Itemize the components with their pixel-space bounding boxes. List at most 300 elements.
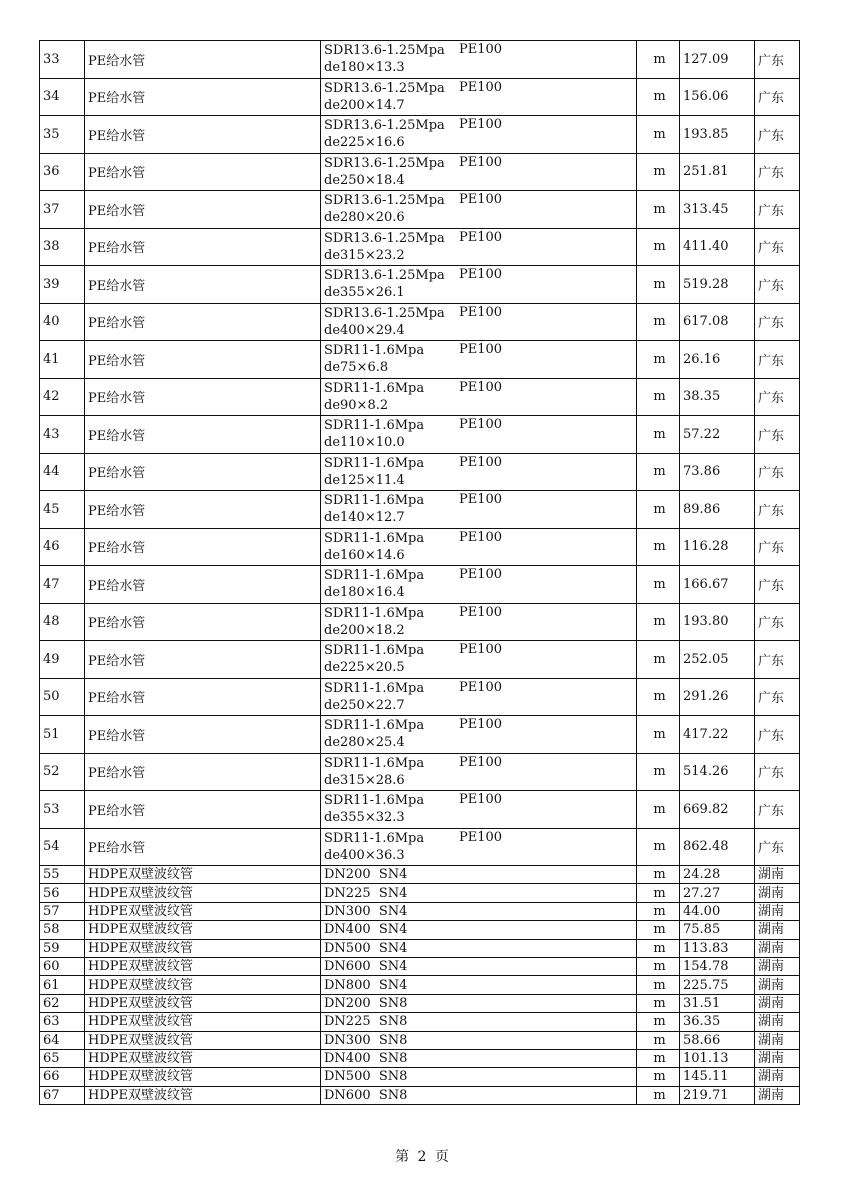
item-spec xyxy=(321,191,637,229)
unit-price: 145.11 xyxy=(680,1068,755,1086)
item-name: HDPE双壁波纹管 xyxy=(85,939,321,957)
spec-wrap xyxy=(324,155,636,189)
row-number: 53 xyxy=(40,791,85,829)
unit: m xyxy=(637,416,680,454)
item-spec xyxy=(321,528,637,566)
item-spec xyxy=(321,228,637,266)
unit-price: 24.28 xyxy=(680,866,755,884)
spec-wrap xyxy=(324,192,636,226)
material-grade: PE100 xyxy=(459,304,503,320)
unit-price: 116.28 xyxy=(680,528,755,566)
item-spec: DN800 SN4 xyxy=(321,976,637,994)
unit-price: 73.86 xyxy=(680,453,755,491)
unit-price: 219.71 xyxy=(680,1086,755,1104)
item-name: PE给水管 xyxy=(85,603,321,641)
spec-line-1: SDR13.6-1.25Mpa xyxy=(324,118,445,134)
spec-line-2: de140×12.7 xyxy=(324,510,405,526)
spec-line-1: SDR11-1.6Mpa xyxy=(324,530,425,546)
material-grade: PE100 xyxy=(459,154,503,170)
material-grade: PE100 xyxy=(459,379,503,395)
material-grade: PE100 xyxy=(459,192,503,208)
unit-price: 313.45 xyxy=(680,191,755,229)
row-number: 49 xyxy=(40,641,85,679)
table-row xyxy=(40,994,800,1012)
item-name: PE给水管 xyxy=(85,341,321,379)
row-number: 66 xyxy=(40,1068,85,1086)
unit: m xyxy=(637,1068,680,1086)
spec-line-2: de400×29.4 xyxy=(324,322,405,338)
item-spec: DN200 SN4 xyxy=(321,866,637,884)
item-spec xyxy=(321,603,637,641)
unit: m xyxy=(637,994,680,1012)
table-row xyxy=(40,453,800,491)
row-number: 46 xyxy=(40,528,85,566)
region: 湖南 xyxy=(755,921,800,939)
item-spec xyxy=(321,378,637,416)
region: 广东 xyxy=(755,566,800,604)
spec-line-2: de355×32.3 xyxy=(324,810,405,826)
material-grade: PE100 xyxy=(459,417,503,433)
item-spec: DN500 SN4 xyxy=(321,939,637,957)
row-number: 33 xyxy=(40,41,85,79)
spec-wrap xyxy=(324,342,636,376)
spec-line-2: de125×11.4 xyxy=(324,472,405,488)
item-name: PE给水管 xyxy=(85,753,321,791)
item-name: PE给水管 xyxy=(85,791,321,829)
spec-line-1: SDR11-1.6Mpa xyxy=(324,455,425,471)
row-number: 55 xyxy=(40,866,85,884)
table-row xyxy=(40,716,800,754)
item-spec xyxy=(321,78,637,116)
row-number: 39 xyxy=(40,266,85,304)
row-number: 56 xyxy=(40,884,85,902)
item-name: HDPE双壁波纹管 xyxy=(85,1013,321,1031)
table-row xyxy=(40,303,800,341)
unit: m xyxy=(637,78,680,116)
item-spec: DN300 SN8 xyxy=(321,1031,637,1049)
unit: m xyxy=(637,153,680,191)
spec-wrap xyxy=(324,605,636,639)
region: 广东 xyxy=(755,603,800,641)
region: 广东 xyxy=(755,641,800,679)
region: 广东 xyxy=(755,41,800,79)
unit: m xyxy=(637,41,680,79)
unit-price: 89.86 xyxy=(680,491,755,529)
spec-wrap xyxy=(324,755,636,789)
row-number: 42 xyxy=(40,378,85,416)
spec-line-1: SDR11-1.6Mpa xyxy=(324,605,425,621)
spec-wrap xyxy=(324,117,636,151)
row-number: 35 xyxy=(40,116,85,154)
spec-line-2: de75×6.8 xyxy=(324,360,389,376)
table-row xyxy=(40,884,800,902)
spec-line-1: SDR11-1.6Mpa xyxy=(324,568,425,584)
spec-line-2: de90×8.2 xyxy=(324,397,389,413)
unit: m xyxy=(637,566,680,604)
spec-wrap xyxy=(324,717,636,751)
item-spec: DN600 SN4 xyxy=(321,957,637,975)
item-spec: DN225 SN4 xyxy=(321,884,637,902)
table-row xyxy=(40,957,800,975)
spec-wrap xyxy=(324,42,636,76)
material-grade: PE100 xyxy=(459,604,503,620)
unit-price: 75.85 xyxy=(680,921,755,939)
spec-line-1: SDR13.6-1.25Mpa xyxy=(324,193,445,209)
row-number: 50 xyxy=(40,678,85,716)
item-name: PE给水管 xyxy=(85,828,321,866)
region: 湖南 xyxy=(755,1013,800,1031)
item-spec: DN500 SN8 xyxy=(321,1068,637,1086)
spec-line-1: SDR13.6-1.25Mpa xyxy=(324,230,445,246)
unit-price: 58.66 xyxy=(680,1031,755,1049)
region: 广东 xyxy=(755,791,800,829)
unit: m xyxy=(637,266,680,304)
row-number: 61 xyxy=(40,976,85,994)
item-name: PE给水管 xyxy=(85,716,321,754)
region: 广东 xyxy=(755,491,800,529)
material-grade: PE100 xyxy=(459,492,503,508)
material-grade: PE100 xyxy=(459,567,503,583)
row-number: 64 xyxy=(40,1031,85,1049)
table-row xyxy=(40,528,800,566)
unit-price: 514.26 xyxy=(680,753,755,791)
material-grade: PE100 xyxy=(459,754,503,770)
unit-price: 27.27 xyxy=(680,884,755,902)
row-number: 43 xyxy=(40,416,85,454)
material-grade: PE100 xyxy=(459,679,503,695)
region: 湖南 xyxy=(755,1068,800,1086)
item-name: PE给水管 xyxy=(85,678,321,716)
unit-price: 417.22 xyxy=(680,716,755,754)
unit: m xyxy=(637,828,680,866)
unit-price: 411.40 xyxy=(680,228,755,266)
unit: m xyxy=(637,116,680,154)
spec-wrap xyxy=(324,230,636,264)
price-table xyxy=(39,40,800,1105)
item-name: HDPE双壁波纹管 xyxy=(85,921,321,939)
item-spec: DN400 SN4 xyxy=(321,921,637,939)
item-spec: DN600 SN8 xyxy=(321,1086,637,1104)
unit: m xyxy=(637,453,680,491)
row-number: 45 xyxy=(40,491,85,529)
unit: m xyxy=(637,341,680,379)
table-row xyxy=(40,416,800,454)
spec-line-1: SDR11-1.6Mpa xyxy=(324,643,425,659)
table-row xyxy=(40,228,800,266)
unit-price: 251.81 xyxy=(680,153,755,191)
spec-line-1: SDR11-1.6Mpa xyxy=(324,830,425,846)
row-number: 40 xyxy=(40,303,85,341)
unit-price: 101.13 xyxy=(680,1049,755,1067)
spec-line-2: de225×20.5 xyxy=(324,660,405,676)
row-number: 38 xyxy=(40,228,85,266)
spec-wrap xyxy=(324,267,636,301)
spec-line-1: SDR11-1.6Mpa xyxy=(324,755,425,771)
table-row xyxy=(40,116,800,154)
spec-line-1: SDR11-1.6Mpa xyxy=(324,343,425,359)
spec-line-1: SDR13.6-1.25Mpa xyxy=(324,155,445,171)
spec-line-2: de225×16.6 xyxy=(324,135,405,151)
spec-line-1: SDR11-1.6Mpa xyxy=(324,493,425,509)
unit-price: 617.08 xyxy=(680,303,755,341)
unit: m xyxy=(637,753,680,791)
item-name: PE给水管 xyxy=(85,303,321,341)
item-spec xyxy=(321,303,637,341)
table-row xyxy=(40,78,800,116)
page-number: 第 2 页 xyxy=(395,1149,451,1165)
spec-line-1: SDR13.6-1.25Mpa xyxy=(324,80,445,96)
row-number: 63 xyxy=(40,1013,85,1031)
item-name: HDPE双壁波纹管 xyxy=(85,1086,321,1104)
spec-line-1: SDR11-1.6Mpa xyxy=(324,418,425,434)
spec-line-1: SDR13.6-1.25Mpa xyxy=(324,268,445,284)
table-row xyxy=(40,641,800,679)
item-spec xyxy=(321,266,637,304)
region: 广东 xyxy=(755,453,800,491)
item-name: PE给水管 xyxy=(85,378,321,416)
spec-line-1: SDR11-1.6Mpa xyxy=(324,680,425,696)
spec-line-2: de400×36.3 xyxy=(324,847,405,863)
spec-line-1: SDR13.6-1.25Mpa xyxy=(324,305,445,321)
unit: m xyxy=(637,921,680,939)
row-number: 37 xyxy=(40,191,85,229)
item-spec xyxy=(321,153,637,191)
region: 湖南 xyxy=(755,957,800,975)
table-row xyxy=(40,1049,800,1067)
spec-wrap xyxy=(324,455,636,489)
unit: m xyxy=(637,902,680,920)
unit-price: 225.75 xyxy=(680,976,755,994)
table-row xyxy=(40,378,800,416)
unit: m xyxy=(637,191,680,229)
spec-line-2: de280×25.4 xyxy=(324,735,405,751)
unit-price: 862.48 xyxy=(680,828,755,866)
row-number: 67 xyxy=(40,1086,85,1104)
item-spec xyxy=(321,641,637,679)
item-name: HDPE双壁波纹管 xyxy=(85,884,321,902)
row-number: 44 xyxy=(40,453,85,491)
spec-wrap xyxy=(324,792,636,826)
material-grade: PE100 xyxy=(459,642,503,658)
unit: m xyxy=(637,866,680,884)
spec-line-2: de315×23.2 xyxy=(324,247,405,263)
price-table-body xyxy=(40,41,800,1105)
unit-price: 154.78 xyxy=(680,957,755,975)
spec-wrap xyxy=(324,305,636,339)
spec-line-1: SDR11-1.6Mpa xyxy=(324,793,425,809)
item-spec xyxy=(321,753,637,791)
spec-line-1: SDR11-1.6Mpa xyxy=(324,718,425,734)
row-number: 59 xyxy=(40,939,85,957)
item-name: HDPE双壁波纹管 xyxy=(85,957,321,975)
item-name: HDPE双壁波纹管 xyxy=(85,866,321,884)
region: 广东 xyxy=(755,116,800,154)
unit: m xyxy=(637,791,680,829)
unit-price: 519.28 xyxy=(680,266,755,304)
unit: m xyxy=(637,976,680,994)
unit: m xyxy=(637,603,680,641)
row-number: 58 xyxy=(40,921,85,939)
item-spec xyxy=(321,828,637,866)
spec-wrap xyxy=(324,680,636,714)
unit: m xyxy=(637,957,680,975)
item-name: PE给水管 xyxy=(85,41,321,79)
table-row xyxy=(40,791,800,829)
region: 广东 xyxy=(755,416,800,454)
unit-price: 252.05 xyxy=(680,641,755,679)
spec-line-1: SDR13.6-1.25Mpa xyxy=(324,43,445,59)
unit-price: 669.82 xyxy=(680,791,755,829)
unit-price: 127.09 xyxy=(680,41,755,79)
unit-price: 156.06 xyxy=(680,78,755,116)
spec-line-1: SDR11-1.6Mpa xyxy=(324,380,425,396)
material-grade: PE100 xyxy=(459,267,503,283)
material-grade: PE100 xyxy=(459,454,503,470)
item-spec xyxy=(321,566,637,604)
unit-price: 36.35 xyxy=(680,1013,755,1031)
item-name: PE给水管 xyxy=(85,153,321,191)
unit-price: 113.83 xyxy=(680,939,755,957)
spec-line-2: de180×13.3 xyxy=(324,60,405,76)
region: 广东 xyxy=(755,828,800,866)
item-name: PE给水管 xyxy=(85,491,321,529)
item-name: HDPE双壁波纹管 xyxy=(85,1049,321,1067)
item-spec xyxy=(321,791,637,829)
region: 广东 xyxy=(755,303,800,341)
spec-line-2: de315×28.6 xyxy=(324,772,405,788)
unit: m xyxy=(637,491,680,529)
row-number: 51 xyxy=(40,716,85,754)
unit: m xyxy=(637,641,680,679)
region: 湖南 xyxy=(755,1086,800,1104)
region: 湖南 xyxy=(755,902,800,920)
region: 广东 xyxy=(755,228,800,266)
item-name: PE给水管 xyxy=(85,528,321,566)
table-row xyxy=(40,1013,800,1031)
table-row xyxy=(40,1068,800,1086)
spec-wrap xyxy=(324,492,636,526)
unit: m xyxy=(637,228,680,266)
row-number: 48 xyxy=(40,603,85,641)
unit: m xyxy=(637,716,680,754)
material-grade: PE100 xyxy=(459,792,503,808)
table-row xyxy=(40,603,800,641)
spec-line-2: de200×14.7 xyxy=(324,97,405,113)
item-name: PE给水管 xyxy=(85,78,321,116)
row-number: 47 xyxy=(40,566,85,604)
material-grade: PE100 xyxy=(459,342,503,358)
unit: m xyxy=(637,1031,680,1049)
table-row xyxy=(40,566,800,604)
item-name: PE给水管 xyxy=(85,566,321,604)
material-grade: PE100 xyxy=(459,42,503,58)
unit: m xyxy=(637,1086,680,1104)
table-row xyxy=(40,341,800,379)
item-spec xyxy=(321,116,637,154)
unit-price: 291.26 xyxy=(680,678,755,716)
region: 广东 xyxy=(755,266,800,304)
region: 广东 xyxy=(755,341,800,379)
material-grade: PE100 xyxy=(459,829,503,845)
unit: m xyxy=(637,678,680,716)
region: 广东 xyxy=(755,678,800,716)
material-grade: PE100 xyxy=(459,529,503,545)
item-name: PE给水管 xyxy=(85,266,321,304)
table-row xyxy=(40,153,800,191)
row-number: 34 xyxy=(40,78,85,116)
item-spec xyxy=(321,491,637,529)
material-grade: PE100 xyxy=(459,117,503,133)
unit-price: 31.51 xyxy=(680,994,755,1012)
material-grade: PE100 xyxy=(459,717,503,733)
spec-line-2: de160×14.6 xyxy=(324,547,405,563)
spec-line-2: de250×22.7 xyxy=(324,697,405,713)
unit: m xyxy=(637,303,680,341)
item-name: PE给水管 xyxy=(85,191,321,229)
spec-line-2: de180×16.4 xyxy=(324,585,405,601)
table-row xyxy=(40,976,800,994)
region: 广东 xyxy=(755,78,800,116)
item-spec: DN400 SN8 xyxy=(321,1049,637,1067)
item-name: PE给水管 xyxy=(85,116,321,154)
unit: m xyxy=(637,528,680,566)
unit-price: 38.35 xyxy=(680,378,755,416)
item-name: HDPE双壁波纹管 xyxy=(85,902,321,920)
row-number: 62 xyxy=(40,994,85,1012)
spec-wrap xyxy=(324,530,636,564)
table-row xyxy=(40,266,800,304)
region: 广东 xyxy=(755,528,800,566)
row-number: 60 xyxy=(40,957,85,975)
table-row xyxy=(40,491,800,529)
unit-price: 26.16 xyxy=(680,341,755,379)
unit-price: 166.67 xyxy=(680,566,755,604)
table-row xyxy=(40,41,800,79)
item-spec: DN200 SN8 xyxy=(321,994,637,1012)
item-spec xyxy=(321,678,637,716)
item-spec: DN225 SN8 xyxy=(321,1013,637,1031)
table-row xyxy=(40,678,800,716)
item-name: HDPE双壁波纹管 xyxy=(85,994,321,1012)
unit-price: 44.00 xyxy=(680,902,755,920)
spec-line-2: de110×10.0 xyxy=(324,435,405,451)
spec-wrap xyxy=(324,642,636,676)
table-row xyxy=(40,753,800,791)
spec-line-2: de200×18.2 xyxy=(324,622,405,638)
table-row xyxy=(40,902,800,920)
unit: m xyxy=(637,884,680,902)
region: 广东 xyxy=(755,378,800,416)
unit: m xyxy=(637,939,680,957)
region: 广东 xyxy=(755,753,800,791)
spec-line-2: de280×20.6 xyxy=(324,210,405,226)
table-row xyxy=(40,866,800,884)
row-number: 54 xyxy=(40,828,85,866)
material-grade: PE100 xyxy=(459,229,503,245)
unit-price: 193.80 xyxy=(680,603,755,641)
table-row xyxy=(40,939,800,957)
item-spec xyxy=(321,416,637,454)
material-grade: PE100 xyxy=(459,79,503,95)
table-row xyxy=(40,1031,800,1049)
unit: m xyxy=(637,1013,680,1031)
region: 湖南 xyxy=(755,1031,800,1049)
table-row xyxy=(40,828,800,866)
table-row xyxy=(40,921,800,939)
row-number: 52 xyxy=(40,753,85,791)
item-name: HDPE双壁波纹管 xyxy=(85,976,321,994)
item-name: PE给水管 xyxy=(85,228,321,266)
